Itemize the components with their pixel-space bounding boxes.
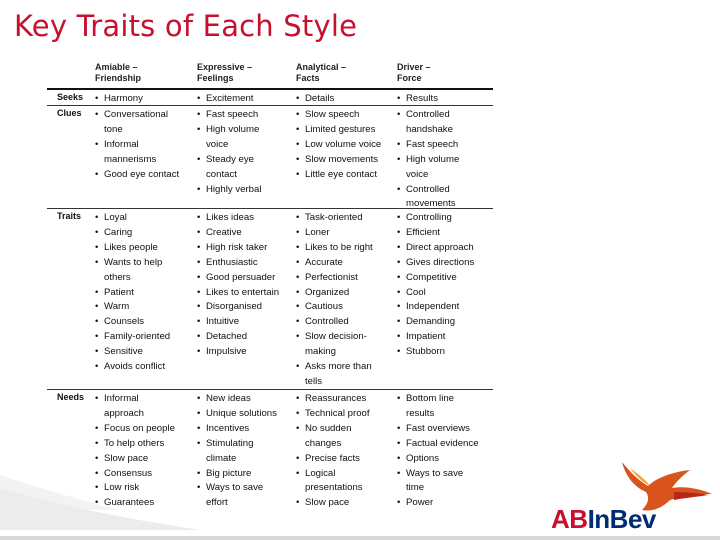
cell-expressive (197, 211, 293, 360)
list-item: • Slow movements (296, 153, 394, 168)
list-item: • Cool (397, 286, 493, 301)
list-item: • Options (397, 452, 493, 467)
list-item: • Ways to save effort (197, 481, 293, 511)
cell-amiable (95, 211, 195, 375)
list-item: • Likes to be right (296, 241, 394, 256)
list-item: • Likes to entertain (197, 286, 293, 301)
list-item: • Focus on people (95, 422, 195, 437)
list-item: • Reassurances (296, 392, 394, 407)
list-item: • Impatient (397, 330, 493, 345)
list-item: • New ideas (197, 392, 293, 407)
list-item: • Loner (296, 226, 394, 241)
list-item: • Technical proof (296, 407, 394, 422)
list-item: • Likes people (95, 241, 195, 256)
list-item: • Loyal (95, 211, 195, 226)
list-item: • Unique solutions (197, 407, 293, 422)
list-item: • Consensus (95, 467, 195, 482)
row-label: Seeks (57, 92, 84, 102)
list-item: • High volume voice (397, 153, 493, 183)
list-item: • Intuitive (197, 315, 293, 330)
list-item: • No sudden changes (296, 422, 394, 452)
list-item: • Enthusiastic (197, 256, 293, 271)
list-item: • Creative (197, 226, 293, 241)
list-item: • Precise facts (296, 452, 394, 467)
list-item: • Controlled movements (397, 183, 493, 213)
table-row-seeks (47, 88, 493, 105)
list-item: • Guarantees (95, 496, 195, 511)
table-row-traits (47, 208, 493, 389)
list-item: • Direct approach (397, 241, 493, 256)
list-item: • Family-oriented (95, 330, 195, 345)
list-item: • Logical presentations (296, 467, 394, 497)
list-item: • Warm (95, 300, 195, 315)
list-item: • Detached (197, 330, 293, 345)
list-item: • Patient (95, 286, 195, 301)
list-item: • Highly verbal (197, 183, 293, 198)
column-header-analytical: Analytical – Facts (296, 62, 347, 83)
list-item: • Counsels (95, 315, 195, 330)
table-row-clues (47, 105, 493, 208)
column-header-amiable: Amiable – Friendship (95, 62, 142, 83)
row-label: Clues (57, 108, 82, 118)
cell-analytical (296, 211, 394, 390)
list-item: • Task-oriented (296, 211, 394, 226)
cell-analytical (296, 108, 394, 183)
bottom-bar (0, 536, 720, 540)
list-item: • Slow decision- making (296, 330, 394, 360)
list-item: • Bottom line results (397, 392, 493, 422)
column-header-expressive: Expressive – Feelings (197, 62, 253, 83)
list-item: • Gives directions (397, 256, 493, 271)
list-item: • Impulsive (197, 345, 293, 360)
list-item: • Efficient (397, 226, 493, 241)
list-item: • Cautious (296, 300, 394, 315)
cell-amiable (95, 108, 195, 183)
list-item: • Disorganised (197, 300, 293, 315)
list-item: • Slow pace (296, 496, 394, 511)
list-item: • Steady eye contact (197, 153, 293, 183)
list-item: • Ways to save time (397, 467, 493, 497)
list-item: • Controlled (296, 315, 394, 330)
list-item: • Competitive (397, 271, 493, 286)
list-item: • Stubborn (397, 345, 493, 360)
list-item: • Likes ideas (197, 211, 293, 226)
list-item: • Controlling (397, 211, 493, 226)
column-header-driver: Driver – Force (397, 62, 431, 83)
list-item: • Stimulating climate (197, 437, 293, 467)
list-item: • Low risk (95, 481, 195, 496)
list-item: • Controlled handshake (397, 108, 493, 138)
list-item: • Big picture (197, 467, 293, 482)
cell-driver (397, 108, 493, 212)
list-item: • Wants to help others (95, 256, 195, 286)
row-label: Needs (57, 392, 85, 402)
cell-driver (397, 211, 493, 360)
list-item: • Independent (397, 300, 493, 315)
list-item: • Avoids conflict (95, 360, 195, 375)
list-item: • Accurate (296, 256, 394, 271)
list-item: • Sensitive (95, 345, 195, 360)
list-item: • Demanding (397, 315, 493, 330)
list-item: • Fast speech (197, 108, 293, 123)
list-item: • Asks more than tells (296, 360, 394, 390)
list-item: • Conversational tone (95, 108, 195, 138)
row-label: Traits (57, 211, 82, 221)
list-item: • Little eye contact (296, 168, 394, 183)
list-item: • High risk taker (197, 241, 293, 256)
list-item: • High volume voice (197, 123, 293, 153)
list-item: • Limited gestures (296, 123, 394, 138)
list-item: • Factual evidence (397, 437, 493, 452)
list-item: • Details (296, 92, 394, 107)
list-item: • To help others (95, 437, 195, 452)
list-item: • Fast overviews (397, 422, 493, 437)
table-header (47, 60, 493, 88)
list-item: • Slow pace (95, 452, 195, 467)
list-item: • Informal mannerisms (95, 138, 195, 168)
list-item: • Power (397, 496, 493, 511)
list-item: • Excitement (197, 92, 293, 107)
cell-expressive (197, 108, 293, 197)
list-item: • Good eye contact (95, 168, 195, 183)
list-item: • Incentives (197, 422, 293, 437)
list-item: • Slow speech (296, 108, 394, 123)
abinbev-logo: ABInBev (551, 504, 656, 534)
list-item: • Perfectionist (296, 271, 394, 286)
list-item: • Informal approach (95, 392, 195, 422)
list-item: • Results (397, 92, 493, 107)
list-item: • Harmony (95, 92, 195, 107)
list-item: • Low volume voice (296, 138, 394, 153)
slide-title: Key Traits of Each Style (14, 9, 358, 43)
list-item: • Good persuader (197, 271, 293, 286)
list-item: • Fast speech (397, 138, 493, 153)
list-item: • Organized (296, 286, 394, 301)
list-item: • Caring (95, 226, 195, 241)
